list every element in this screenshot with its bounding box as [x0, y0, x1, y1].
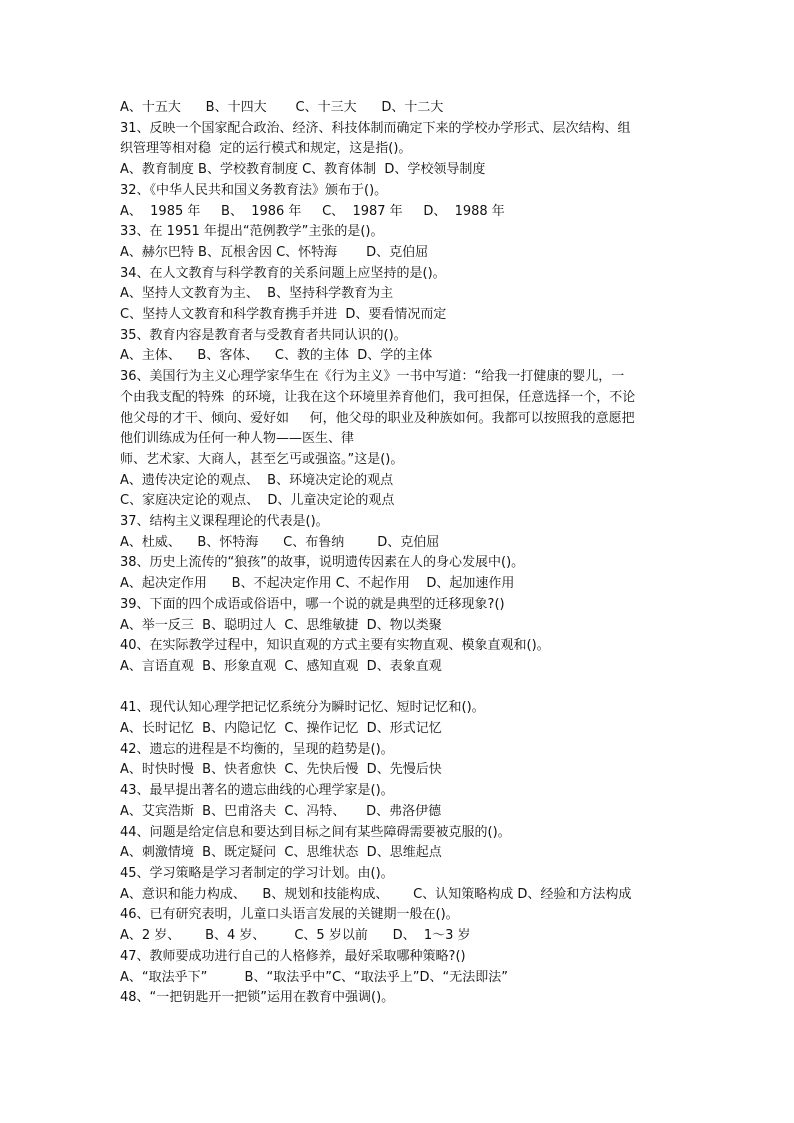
answer-options-36-ab: A、遗传决定论的观点、 B、环境决定论的观点	[120, 472, 394, 488]
question-36-cont-4: 师、艺术家、大商人，甚至乞丐或强盗。”这是()。	[120, 451, 404, 467]
question-46: 46、已有研究表明，儿童口头语言发展的关键期一般在()。	[120, 907, 459, 923]
answer-options-38: A、起决定作用 B、不起决定作用 C、不起作用 D、起加速作用	[120, 576, 515, 592]
answer-options-39: A、举一反三 B、聪明过人 C、思维敏捷 D、物以类聚	[120, 617, 442, 633]
answer-options-45: A、意识和能力构成、 B、规划和技能构成、 C、认知策略构成 D、经验和方法构成	[120, 886, 632, 902]
question-32: 32、《中华人民共和国义务教育法》颁布于()。	[120, 182, 388, 198]
answer-options-34-ab: A、坚持人文教育为主、 B、坚持科学教育为主	[120, 286, 394, 302]
answer-options-35: A、主体、 B、客体、 C、教的主体 D、学的主体	[120, 348, 433, 364]
answer-options-32: A、 1985 年 B、 1986 年 C、 1987 年 D、 1988 年	[120, 203, 505, 219]
question-48: 48、“一把钥匙开一把锁”运用在教育中强调()。	[120, 990, 395, 1006]
answer-options-44: A、刺激情境 B、既定疑问 C、思维状态 D、思维起点	[120, 845, 442, 861]
question-36-cont-2: 他父母的才干、倾向、爱好如 何，他父母的职业及种族如何。我都可以按照我的意愿把	[120, 410, 635, 426]
answer-options-30: A、十五大 B、十四大 C、十三大 D、十二大	[120, 100, 444, 115]
answer-options-42: A、时快时慢 B、快者愈快 C、先快后慢 D、先慢后快	[120, 762, 442, 778]
answer-options-40: A、言语直观 B、形象直观 C、感知直观 D、表象直观	[120, 658, 442, 674]
answer-options-43: A、艾宾浩斯 B、巴甫洛夫 C、冯特、 D、弗洛伊德	[120, 803, 442, 819]
question-36: 36、美国行为主义心理学家华生在《行为主义》一书中写道：“给我一打健康的婴儿，一	[120, 369, 625, 385]
question-43: 43、最早提出著名的遗忘曲线的心理学家是()。	[120, 783, 394, 799]
document-body	[120, 98, 680, 1009]
answer-options-37: A、杜威、 B、怀特海 C、布鲁纳 D、克伯屈	[120, 534, 440, 550]
question-44: 44、问题是给定信息和要达到目标之间有某些障碍需要被克服的()。	[120, 824, 511, 840]
question-40: 40、在实际教学过程中，知识直观的方式主要有实物直观、模象直观和()。	[120, 638, 550, 654]
question-36-cont-1: 个由我支配的特殊 的环境，让我在这个环境里养育他们，我可担保，任意选择一个，不论	[120, 389, 636, 405]
question-42: 42、遗忘的进程是不均衡的，呈现的趋势是()。	[120, 741, 394, 757]
question-41: 41、现代认知心理学把记忆系统分为瞬时记忆、短时记忆和()。	[120, 700, 485, 716]
answer-options-41: A、长时记忆 B、内隐记忆 C、操作记忆 D、形式记忆	[120, 721, 442, 737]
answer-options-46: A、2 岁、 B、4 岁、 C、5 岁以前 D、 1～3 岁	[120, 928, 471, 944]
blank-line	[120, 678, 680, 699]
question-37: 37、结构主义课程理论的代表是()。	[120, 514, 329, 530]
question-38: 38、历史上流传的“狼孩”的故事，说明遗传因素在人的身心发展中()。	[120, 555, 525, 571]
question-39: 39、下面的四个成语或俗语中，哪一个说的就是典型的迁移现象?()	[120, 596, 505, 612]
answer-options-34-cd: C、坚持人文教育和科学教育携手并进 D、要看情况而定	[120, 307, 447, 323]
question-47: 47、教师要成功进行自己的人格修养，最好采取哪种策略?()	[120, 948, 466, 964]
answer-options-33: A、赫尔巴特 B、瓦根舍因 C、怀特海 D、克伯屈	[120, 244, 429, 260]
question-45: 45、学习策略是学习者制定的学习计划。由()。	[120, 866, 394, 881]
question-31: 31、反映一个国家配合政治、经济、科技体制而确定下来的学校办学形式、层次结构、组	[120, 120, 631, 136]
question-33: 33、在 1951 年提出“范例教学”主张的是()。	[120, 224, 384, 240]
answer-options-31: A、教育制度 B、学校教育制度 C、教育体制 D、学校领导制度	[120, 162, 486, 178]
answer-options-36-cd: C、家庭决定论的观点、 D、儿童决定论的观点	[120, 493, 395, 509]
question-35: 35、教育内容是教育者与受教育者共同认识的()。	[120, 327, 407, 343]
answer-options-47: A、“取法乎下” B、“取法乎中”C、“取法乎上”D、“无法即法”	[120, 969, 508, 985]
question-34: 34、在人文教育与科学教育的关系问题上应坚持的是()。	[120, 265, 446, 281]
question-36-cont-3: 他们训练成为任何一种人物——医生、律	[120, 431, 355, 447]
question-31-cont: 织管理等相对稳 定的运行模式和规定，这是指()。	[120, 141, 412, 157]
